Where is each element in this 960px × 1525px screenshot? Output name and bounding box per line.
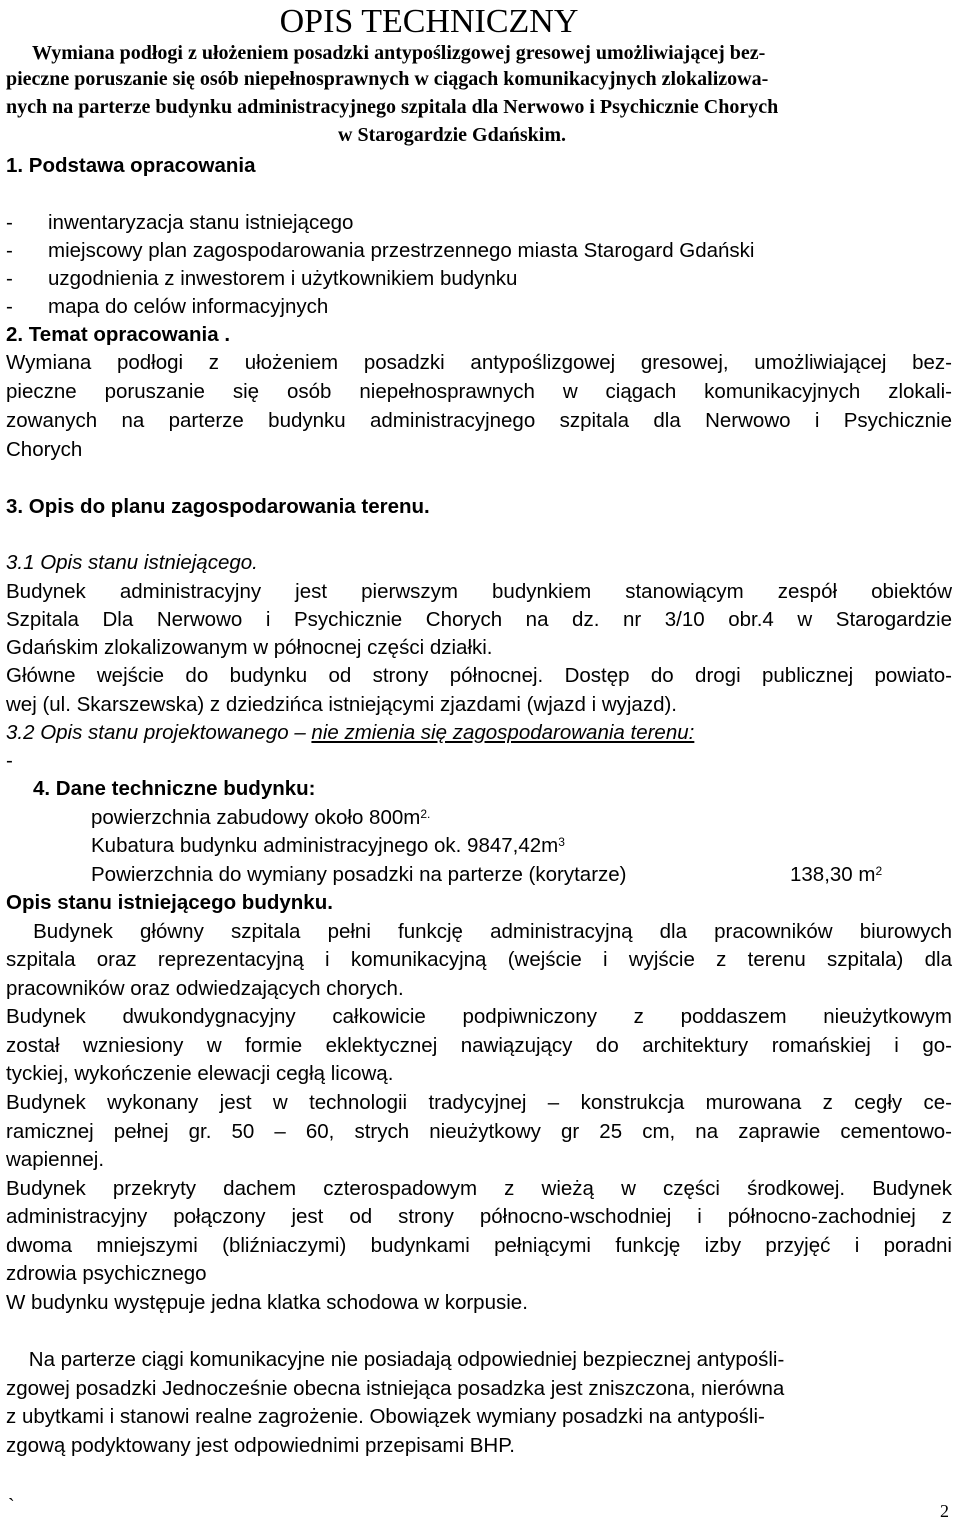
building-area-unit-sup: 2.: [420, 807, 431, 821]
section-3-1-line: Szpitala Dla Nerwowo i Psychicznie Chorych na dz. nr 3/10 obr.4 w Starogardzie: [6, 608, 952, 631]
final-paragraph-line: zgowej posadzki Jednocześnie obecna istniejąca posadzka jest zniszczona, nierówna: [6, 1377, 785, 1400]
list-item: uzgodnienia z inwestorem i użytkownikiem budynku: [48, 267, 518, 290]
section-3-1-line: wej (ul. Skarszewska) z dziedzińca istniejącymi zjazdami (wjazd i wyjazd).: [6, 693, 678, 716]
section-3-1-line: Budynek administracyjny jest pierwszym budynkiem stanowiącym zespół obiektów: [6, 580, 952, 603]
existing-state-line: zdrowia psychicznego: [6, 1262, 207, 1285]
section-3-2-dash: -: [6, 749, 13, 772]
building-area-text: powierzchnia zabudowy około 800m: [91, 806, 421, 829]
section-2-heading: 2. Temat opracowania .: [6, 323, 231, 346]
existing-state-line: ramicznej pełnej gr. 50 – 60, strych nieużytkowy gr 25 cm, na zaprawie cementowo-: [6, 1120, 952, 1143]
document-title: OPIS TECHNICZNY: [279, 3, 579, 40]
building-volume-unit-sup: 3: [558, 835, 565, 849]
footer-mark: `: [8, 1495, 15, 1517]
existing-state-line: Budynek przekryty dachem czterospadowym z wieżą w części środkowej. Budynek: [6, 1177, 952, 1200]
section-3-1-line: Gdańskim zlokalizowanym w północnej części działki.: [6, 636, 493, 659]
existing-state-heading: Opis stanu istniejącego budynku.: [6, 891, 333, 914]
list-item: inwentaryzacja stanu istniejącego: [48, 211, 354, 234]
floor-replacement-area-unit-sup: 2: [875, 864, 883, 878]
section-3-2-suffix: nie zmienia się zagospodarowania terenu:: [311, 721, 695, 744]
final-paragraph-line: z ubytkami i stanowi realne zagrożenie. Obowiązek wymiany posadzki na antypośli-: [6, 1405, 765, 1428]
subtitle-line-3: nych na parterze budynku administracyjnego szpitala dla Nerwowo i Psychicznie Chorych: [6, 96, 779, 118]
building-volume-line: [91, 832, 565, 860]
list-item-dash: -: [6, 267, 13, 290]
final-paragraph-line: Na parterze ciągi komunikacyjne nie posiadają odpowiedniej bezpiecznej antypośli-: [6, 1348, 785, 1371]
subtitle-line-4: w Starogardzie Gdańskim.: [338, 124, 566, 146]
existing-state-line: administracyjny połączony jest od strony północno-wschodniej i północno-zachodniej z: [6, 1205, 952, 1228]
page-number: 2: [940, 1501, 949, 1521]
existing-state-line: szpitala oraz reprezentacyjną i komunikacyjną (wejście i wyjście z terenu szpitala) dla: [6, 948, 952, 971]
floor-replacement-area-number: 138,30 m: [790, 863, 876, 886]
list-item-dash: -: [6, 211, 13, 234]
section-3-2-prefix: 3.2 Opis stanu projektowanego –: [6, 721, 312, 744]
list-item: miejscowy plan zagospodarowania przestrzennego miasta Starogard Gdański: [48, 239, 755, 262]
list-item-dash: -: [6, 295, 13, 318]
existing-state-line: tyckiej, wykończenie elewacji cegłą licową.: [6, 1062, 394, 1085]
section-3-2-heading: [6, 719, 694, 747]
existing-state-line: został wzniesiony w formie eklektycznej nawiązujący do architektury romańskiej i go-: [6, 1034, 952, 1057]
section-2-line: Wymiana podłogi z ułożeniem posadzki antypoślizgowej gresowej, umożliwiającej bez-: [6, 351, 952, 374]
building-area-line: [91, 804, 430, 832]
section-2-line: Chorych: [6, 438, 83, 461]
final-paragraph-line: zgową podyktowany jest odpowiednimi przepisami BHP.: [6, 1434, 515, 1457]
subtitle-line-2: pieczne poruszanie się osób niepełnosprawnych w ciągach komunikacyjnych zlokalizowa-: [6, 68, 769, 90]
section-2-line: zowanych na parterze budynku administracyjnego szpitala dla Nerwowo i Psychicznie: [6, 409, 952, 432]
existing-state-line: Budynek główny szpitala pełni funkcję administracyjną dla pracowników biurowych: [6, 920, 952, 943]
section-2-line: pieczne poruszanie się osób niepełnosprawnych w ciągach komunikacyjnych zlokali-: [6, 380, 952, 403]
existing-state-line: Budynek wykonany jest w technologii tradycyjnej – konstrukcja murowana z cegły ce-: [6, 1091, 952, 1114]
section-3-1-heading: 3.1 Opis stanu istniejącego.: [6, 551, 258, 574]
existing-state-line: W budynku występuje jedna klatka schodowa w korpusie.: [6, 1291, 528, 1314]
section-4-heading: 4. Dane techniczne budynku:: [33, 777, 316, 800]
existing-state-line: pracowników oraz odwiedzających chorych.: [6, 977, 404, 1000]
subtitle-line-1: Wymiana podłogi z ułożeniem posadzki antypoślizgowej gresowej umożliwiającej bez-: [32, 42, 766, 64]
floor-replacement-area-value: [790, 861, 882, 889]
section-3-heading: 3. Opis do planu zagospodarowania terenu.: [6, 495, 430, 518]
list-item: mapa do celów informacyjnych: [48, 295, 329, 318]
existing-state-line: dwoma mniejszymi (bliźniaczymi) budynkami pełniącymi funkcję izby przyjęć i poradni: [6, 1234, 952, 1257]
section-1-heading: 1. Podstawa opracowania: [6, 154, 256, 177]
existing-state-line: wapiennej.: [6, 1148, 105, 1171]
section-3-1-line: Główne wejście do budynku od strony północnej. Dostęp do drogi publicznej powiato-: [6, 664, 952, 687]
existing-state-line: Budynek dwukondygnacyjny całkowicie podpiwniczony z poddaszem nieużytkowym: [6, 1005, 952, 1028]
building-volume-text: Kubatura budynku administracyjnego ok. 9847,42m: [91, 834, 559, 857]
floor-replacement-area-label: Powierzchnia do wymiany posadzki na parterze (korytarze): [91, 863, 627, 886]
list-item-dash: -: [6, 239, 13, 262]
